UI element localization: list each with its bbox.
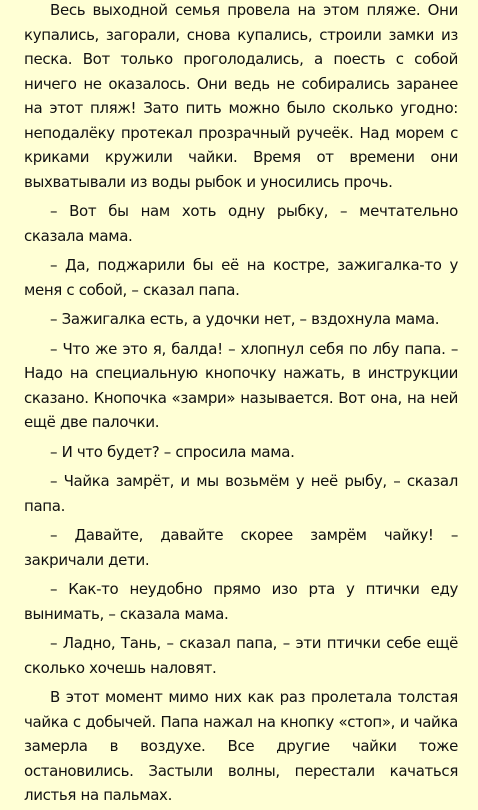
paragraph-dialogue-papa-button: – Что же это я, балда! – хлопнул себя по лбу папа. – Надо на специальную кнопочку нажать, в инструкции сказано. Кнопочка «замри» называется. Вот она, на ней ещё две палочки. <box>24 339 458 431</box>
paragraph-intro: Весь выходной семья провела на этом пляже. Они купались, загорали, снова купались, строили замки из песка. Вот только проголодались, а поесть с собой ничего не оказалось. Они ведь не собирались заранее на этот пляж! Зато пить можно было сколько угодно: неподалёку протекал прозрачный ручеёк. Над морем с криками кружили чайки. Время от времени они выхватывали из воды рыбок и уносились прочь. <box>24 1 458 191</box>
paragraph-dialogue-papa-gull: – Чайка замрёт, и мы возьмём у неё рыбу, – сказал папа. <box>24 472 458 515</box>
paragraph-dialogue-kids: – Давайте, давайте скорее замрём чайку! – закричали дети. <box>24 526 458 569</box>
paragraph-dialogue-mama-awkward: – Как-то неудобно прямо изо рта у птички еду вынимать, – сказала мама. <box>24 580 458 623</box>
paragraph-dialogue-mama-fish: – Вот бы нам хоть одну рыбку, – мечтательно сказала мама. <box>24 202 458 245</box>
paragraph-dialogue-mama-no-rod: – Зажигалка есть, а удочки нет, – вздохнула мама. <box>50 310 440 328</box>
paragraph-dialogue-papa-lighter: – Да, поджарили бы её на костре, зажигалка-то у меня с собой, – сказал папа. <box>24 256 458 299</box>
paragraph-dialogue-mama-question: – И что будет? – спросила мама. <box>50 442 295 461</box>
paragraph-dialogue-papa-tanya: – Ладно, Тань, – сказал папа, – эти птички себе ещё сколько хочешь наловят. <box>24 634 458 677</box>
paragraph-freeze-moment: В этот момент мимо них как раз пролетала толстая чайка с добычей. Папа нажал на кнопку «стоп», и чайка замерла в воздухе. Все другие чайки тоже остановились. Застыли волны, перестали качаться листья на пальмах. <box>24 688 458 804</box>
